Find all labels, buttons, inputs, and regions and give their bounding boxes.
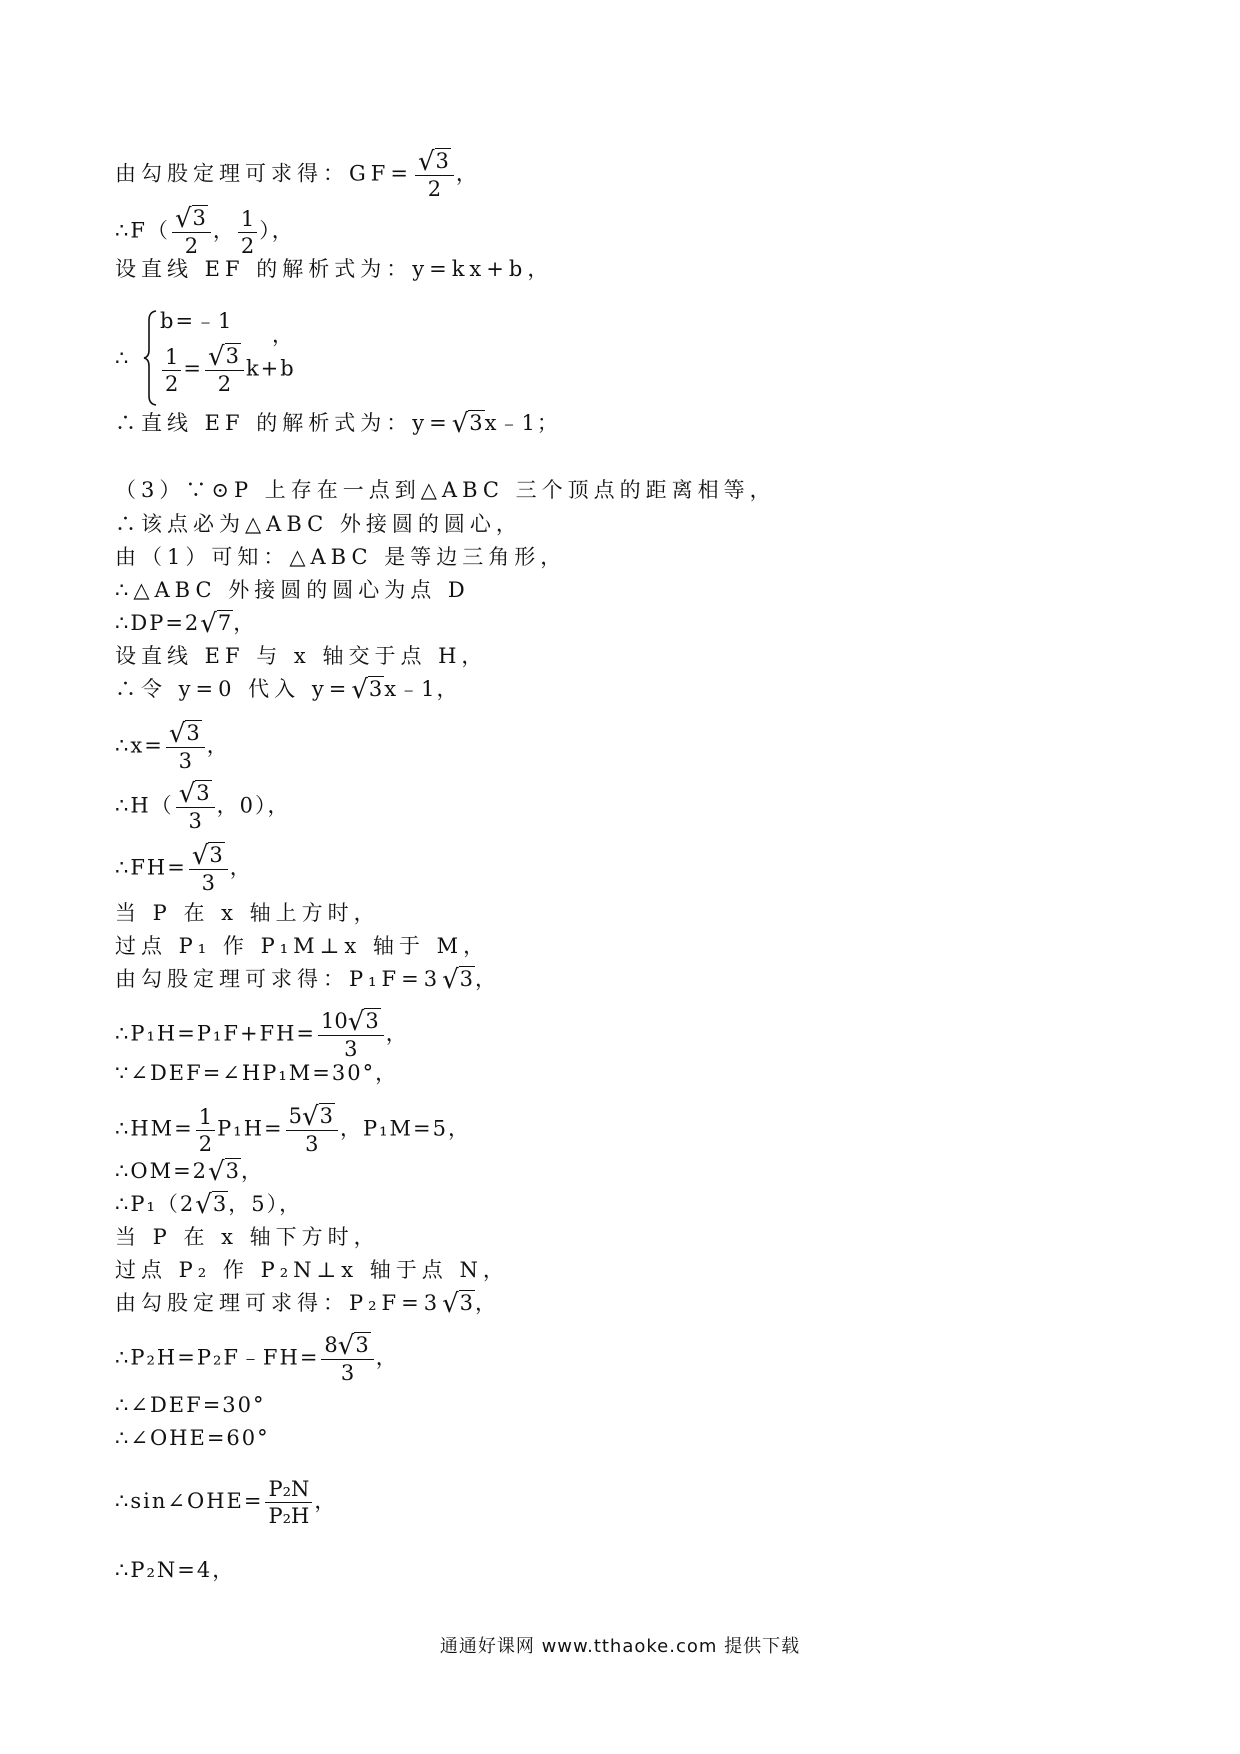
fraction: $\frac{√3}{2}$	[172, 205, 211, 259]
text: ∴H（	[115, 793, 174, 818]
denominator: P₂H	[268, 1504, 310, 1528]
line-19	[115, 1008, 409, 1062]
line-28: ∴∠DEF=30°	[115, 1393, 266, 1417]
fraction	[238, 206, 257, 259]
text: 由勾股定理可求得：GF=	[115, 161, 413, 186]
line-22: ∴OM=2√3，	[115, 1157, 264, 1187]
text: x﹣1；	[484, 411, 560, 435]
punct: ），	[259, 218, 295, 243]
text: ∴x=	[115, 733, 164, 758]
line-fh	[115, 842, 253, 896]
coefficient: 10	[321, 1009, 348, 1033]
line-29: ∴∠OHE=60°	[115, 1426, 270, 1450]
line-part3: （3）∵⊙P 上存在一点到△ABC 三个顶点的距离相等，	[115, 478, 776, 502]
text: ∴HM=	[115, 1116, 194, 1141]
denominator: 3	[188, 809, 202, 833]
line-ef-result: ∴直线 EF 的解析式为：y=√3x﹣1；	[115, 409, 560, 439]
text: x﹣1，	[384, 677, 460, 701]
punct: ，	[455, 161, 479, 186]
denominator: 3	[340, 1361, 355, 1385]
line-30	[115, 1476, 337, 1529]
text: ∴F（	[115, 218, 170, 243]
text: P₁H=	[217, 1116, 284, 1141]
text: ∴P₂H=P₂F﹣FH=	[115, 1345, 320, 1370]
line-17: 过点 P₁ 作 P₁M⊥x 轴于 M，	[115, 934, 490, 958]
denominator: 3	[201, 871, 215, 895]
line-11: 设直线 EF 与 x 轴交于点 H，	[115, 644, 488, 668]
line-7: ∴该点必为△ABC 外接圆的圆心，	[115, 512, 522, 536]
line-x	[115, 720, 230, 774]
text: ∴直线 EF 的解析式为：y=	[115, 411, 452, 435]
line-25: 过点 P₂ 作 P₂N⊥x 轴于点 N，	[115, 1258, 509, 1282]
punct: ，	[375, 1345, 399, 1370]
line-12: ∴令 y=0 代入 y=√3x﹣1，	[115, 675, 460, 705]
radicand: 7	[217, 611, 232, 635]
denominator: 2	[184, 234, 199, 258]
text: ∴P₁（2	[115, 1192, 196, 1216]
fraction: $\frac{√3}{3}$	[166, 720, 205, 774]
radicand: 3	[435, 149, 449, 173]
radicand: 3	[319, 1104, 333, 1128]
denominator: 3	[344, 1037, 358, 1061]
fraction: $\frac{8√3}{3}$	[321, 1332, 373, 1386]
text: ∴令 y=0 代入 y=	[115, 677, 352, 701]
line-8: 由（1）可知：△ABC 是等边三角形，	[115, 545, 567, 569]
radicand: 3	[459, 967, 474, 991]
system-comma: ，	[272, 323, 295, 347]
system-row-2	[160, 343, 296, 397]
line-20: ∵∠DEF=∠HP₁M=30°，	[115, 1061, 399, 1085]
radicand: 3	[209, 843, 223, 867]
line-26: 由勾股定理可求得：P₂F=3√3，	[115, 1289, 499, 1319]
text: ，5），	[228, 1192, 303, 1216]
denominator: 2	[217, 372, 232, 396]
line-23: ∴P₁（2√3，5），	[115, 1190, 303, 1220]
line-16: 当 P 在 x 轴上方时，	[115, 901, 380, 925]
brace-icon	[143, 310, 157, 406]
numerator: 1	[238, 206, 257, 233]
denominator: 2	[198, 1131, 213, 1156]
radicand: 3	[192, 206, 206, 230]
radicand: 3	[368, 677, 383, 701]
text: ，P₁M=5，	[339, 1116, 471, 1141]
system-therefore: ∴	[115, 346, 131, 370]
punct: ，	[475, 967, 499, 991]
line-set-ef: 设直线 EF 的解析式为：y=kx+b，	[115, 257, 554, 281]
line-31: ∴P₂N=4，	[115, 1558, 236, 1582]
denominator: 3	[178, 749, 192, 773]
text: ∴OM=2	[115, 1159, 209, 1183]
coefficient: 5	[288, 1104, 302, 1128]
radicand: 3	[469, 411, 483, 435]
line-point-f	[115, 205, 295, 259]
radicand: 3	[355, 1333, 369, 1357]
line-dp: ∴DP=2√7，	[115, 609, 257, 639]
fraction: $\frac{√3}{3}$	[176, 780, 215, 834]
coefficient: 8	[324, 1333, 338, 1357]
text: 由勾股定理可求得：P₁F=3	[115, 967, 443, 991]
equals: =	[183, 356, 203, 381]
fraction	[196, 1104, 215, 1157]
radicand: 3	[365, 1009, 379, 1033]
punct: ，	[206, 733, 230, 758]
fraction: $\frac{√3}{3}$	[189, 842, 228, 896]
footer-watermark: 通通好课网 www.tthaoke.com 提供下载	[439, 1636, 801, 1657]
fraction	[162, 344, 181, 397]
fraction: $\frac{√3}{2}$	[415, 148, 454, 202]
punct: ，	[212, 218, 236, 243]
text: ，0），	[216, 793, 291, 818]
text: k+b	[245, 356, 296, 381]
text: ∴DP=2	[115, 611, 201, 635]
radicand: 3	[225, 1159, 239, 1183]
line-h	[115, 780, 291, 834]
text: ∴FH=	[115, 855, 187, 880]
denominator: 3	[305, 1132, 319, 1156]
fraction: $\frac{√3}{2}$	[205, 343, 244, 397]
numerator: P₂N	[265, 1476, 312, 1503]
numerator: 1	[196, 1104, 215, 1131]
system-row-1: b=﹣1	[160, 309, 234, 333]
punct: ，	[475, 1291, 499, 1315]
line-21	[115, 1103, 471, 1157]
denominator: 2	[165, 371, 179, 396]
punct: ，	[385, 1021, 409, 1046]
punct: ，	[241, 1159, 264, 1183]
radicand: 3	[459, 1291, 474, 1315]
line-27	[115, 1332, 399, 1386]
numerator: 1	[162, 344, 181, 371]
fraction	[265, 1476, 312, 1529]
line-18: 由勾股定理可求得：P₁F=3√3，	[115, 965, 499, 995]
punct: ，	[314, 1489, 338, 1513]
line-9: ∴△ABC 外接圆的圆心为点 D	[115, 578, 470, 602]
text: 由勾股定理可求得：P₂F=3	[115, 1291, 443, 1315]
fraction: $\frac{5√3}{3}$	[286, 1103, 338, 1157]
radicand: 3	[225, 344, 239, 368]
denominator: 2	[427, 177, 442, 201]
fraction: $\frac{10√3}{3}$	[318, 1008, 384, 1062]
radicand: 3	[186, 721, 200, 745]
line-24: 当 P 在 x 轴下方时，	[115, 1225, 380, 1249]
text: ∴sin∠OHE=	[115, 1489, 264, 1513]
line-gf	[115, 148, 479, 202]
text: ∴P₁H=P₁F+FH=	[115, 1021, 317, 1046]
radicand: 3	[196, 781, 210, 805]
punct: ，	[233, 611, 257, 635]
punct: ，	[229, 855, 253, 880]
radicand: 3	[212, 1192, 227, 1216]
denominator: 2	[240, 233, 255, 258]
